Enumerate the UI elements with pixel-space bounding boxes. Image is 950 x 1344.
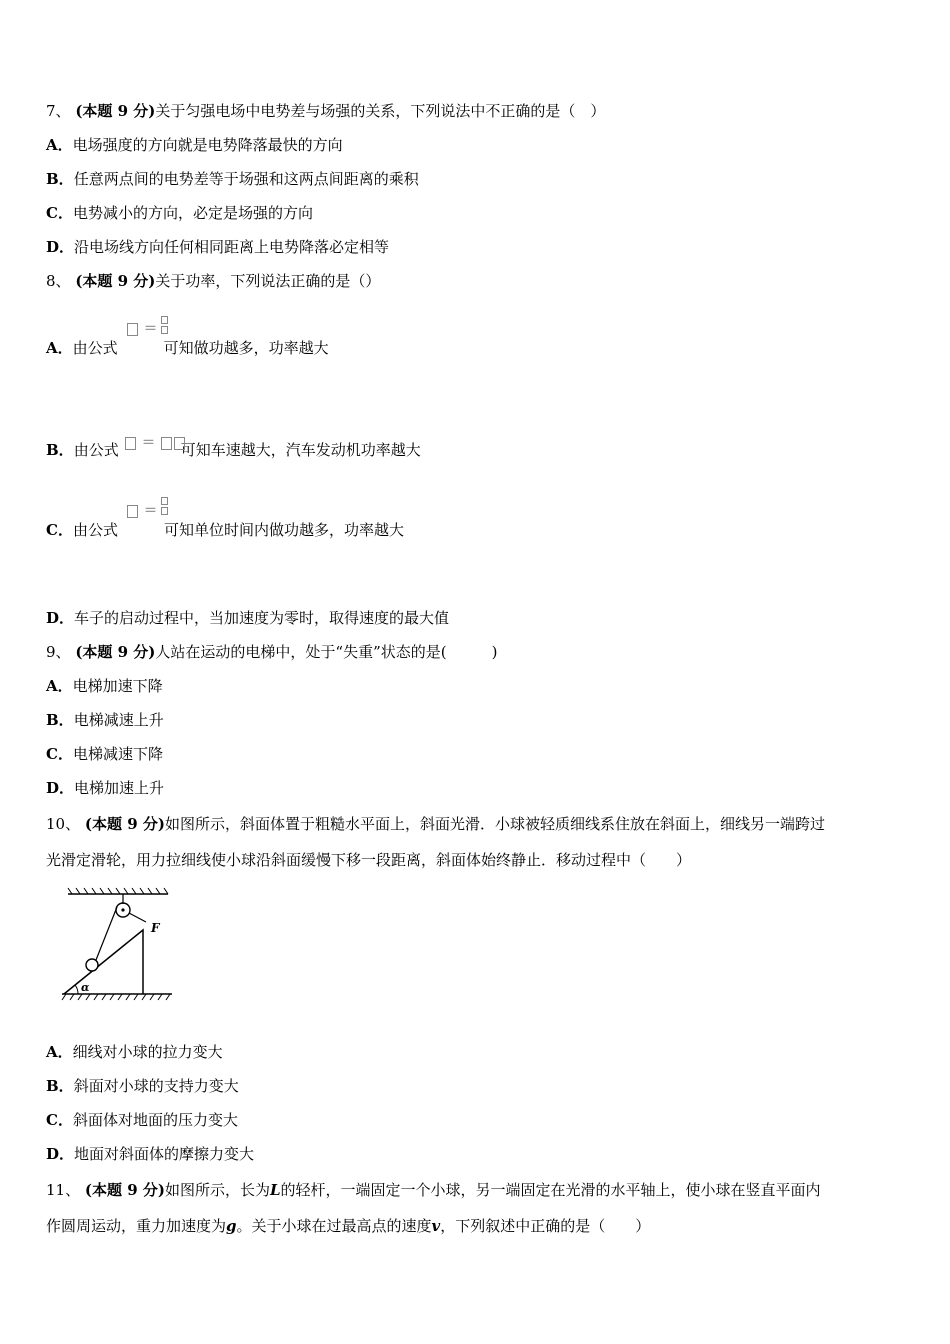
q11-stem-line2 bbox=[46, 1216, 650, 1236]
q9-option-c bbox=[46, 744, 163, 764]
q10-stem-line2 bbox=[46, 850, 691, 870]
option-label: B． bbox=[46, 1077, 74, 1095]
option-prefix: 由公式 bbox=[73, 441, 119, 459]
force-label: F bbox=[151, 921, 160, 935]
question-number: 8、 bbox=[46, 272, 71, 290]
q7-stem bbox=[46, 101, 605, 121]
q9-option-d bbox=[46, 778, 164, 798]
question-number: 10、 bbox=[46, 815, 81, 833]
option-label: D． bbox=[46, 609, 75, 627]
q10-option-d bbox=[46, 1144, 254, 1164]
q8-option-c bbox=[46, 520, 404, 540]
q7-option-a bbox=[46, 135, 343, 155]
option-label: B． bbox=[46, 711, 74, 729]
option-label: D． bbox=[46, 238, 75, 256]
question-text: 作圆周运动，重力加速度为 bbox=[46, 1217, 227, 1235]
option-text: 沿电场线方向任何相同距离上电势降落必定相等 bbox=[74, 238, 390, 256]
question-text: 的轻杆，一端固定一个小球，另一端固定在光滑的水平轴上，使小球在竖直平面内 bbox=[280, 1181, 821, 1199]
question-meta: (本题 9 分) bbox=[75, 102, 156, 120]
q9-option-a bbox=[46, 676, 163, 696]
option-text: 电梯加速下降 bbox=[72, 677, 163, 695]
option-text: 电势减小的方向，必定是场强的方向 bbox=[72, 204, 313, 222]
option-prefix: 由公式 bbox=[72, 521, 118, 539]
question-text: 关于匀强电场中电势差与场强的关系，下列说法中不正确的是（ ） bbox=[155, 102, 606, 120]
formula-fraction bbox=[160, 316, 169, 335]
option-label: A． bbox=[46, 1043, 73, 1061]
question-text: 光滑定滑轮，用力拉细线使小球沿斜面缓慢下移一段距离，斜面体始终静止．移动过程中（ ） bbox=[46, 851, 692, 869]
q10-option-c bbox=[46, 1110, 238, 1130]
option-label: C． bbox=[46, 521, 73, 539]
question-text: ，下列叙述中正确的是（ ） bbox=[440, 1217, 651, 1235]
option-label: B． bbox=[46, 170, 74, 188]
formula-p-w-over-t: ＝ bbox=[126, 500, 157, 520]
option-text: 斜面体对地面的压力变大 bbox=[72, 1111, 238, 1129]
question-meta: (本题 9 分) bbox=[75, 643, 156, 661]
q10-option-b bbox=[46, 1076, 239, 1096]
q8-option-a bbox=[46, 338, 329, 358]
question-meta: (本题 9 分) bbox=[84, 815, 165, 833]
option-label: C． bbox=[46, 1111, 73, 1129]
option-label: C． bbox=[46, 204, 73, 222]
q7-option-c bbox=[46, 203, 313, 223]
q7-option-d bbox=[46, 237, 389, 257]
formula-fraction bbox=[160, 497, 169, 516]
option-text: 车子的启动过程中，当加速度为零时，取得速度的最大值 bbox=[74, 609, 450, 627]
q8-option-d bbox=[46, 608, 449, 628]
option-label: D． bbox=[46, 1145, 75, 1163]
option-label: D． bbox=[46, 779, 75, 797]
question-text: 人站在运动的电梯中，处于“失重”状态的是( ) bbox=[155, 643, 498, 661]
question-meta: (本题 9 分) bbox=[84, 1181, 165, 1199]
q10-option-a bbox=[46, 1042, 223, 1062]
option-text: 细线对小球的拉力变大 bbox=[72, 1043, 223, 1061]
option-text: 可知做功越多，功率越大 bbox=[163, 339, 329, 357]
question-text: 如图所示，长为 bbox=[164, 1181, 270, 1199]
question-number: 9、 bbox=[46, 643, 71, 661]
question-number: 11、 bbox=[46, 1181, 81, 1199]
option-text: 斜面对小球的支持力变大 bbox=[73, 1077, 239, 1095]
q9-stem bbox=[46, 642, 497, 662]
q11-stem-line1 bbox=[46, 1180, 821, 1200]
q7-option-b bbox=[46, 169, 419, 189]
option-text: 可知单位时间内做功越多，功率越大 bbox=[163, 521, 404, 539]
q9-option-b bbox=[46, 710, 164, 730]
option-text: 电梯减速下降 bbox=[72, 745, 163, 763]
question-text: 。关于小球在过最高点的速度 bbox=[236, 1217, 432, 1235]
q10-stem-line1 bbox=[46, 814, 825, 834]
variable-g: g bbox=[226, 1217, 237, 1235]
option-label: A． bbox=[46, 136, 73, 154]
variable-L: L bbox=[269, 1181, 281, 1199]
option-label: A． bbox=[46, 339, 73, 357]
option-text: 任意两点间的电势差等于场强和这两点间距离的乘积 bbox=[73, 170, 419, 188]
variable-v: v bbox=[431, 1217, 441, 1235]
option-text: 电场强度的方向就是电势降落最快的方向 bbox=[72, 136, 343, 154]
question-text: 关于功率，下列说法正确的是（） bbox=[155, 272, 381, 290]
question-text: 如图所示，斜面体置于粗糙水平面上，斜面光滑．小球被轻质细线系住放在斜面上，细线另一端跨过 bbox=[164, 815, 825, 833]
option-label: C． bbox=[46, 745, 73, 763]
option-label: A． bbox=[46, 677, 73, 695]
q8-option-b bbox=[46, 440, 421, 460]
option-prefix: 由公式 bbox=[72, 339, 118, 357]
option-text: 电梯加速上升 bbox=[74, 779, 165, 797]
question-number: 7、 bbox=[46, 102, 71, 120]
angle-label: α bbox=[81, 981, 90, 994]
option-text: 地面对斜面体的摩擦力变大 bbox=[74, 1145, 255, 1163]
option-label: B． bbox=[46, 441, 74, 459]
option-text: 电梯减速上升 bbox=[73, 711, 164, 729]
question-meta: (本题 9 分) bbox=[75, 272, 156, 290]
incline-pulley-figure bbox=[58, 886, 178, 1006]
formula-p-w-over-t: ＝ bbox=[126, 318, 157, 338]
q8-stem bbox=[46, 271, 380, 291]
formula-p-fv: ＝ bbox=[124, 432, 186, 452]
option-text: 可知车速越大，汽车发动机功率越大 bbox=[180, 441, 421, 459]
